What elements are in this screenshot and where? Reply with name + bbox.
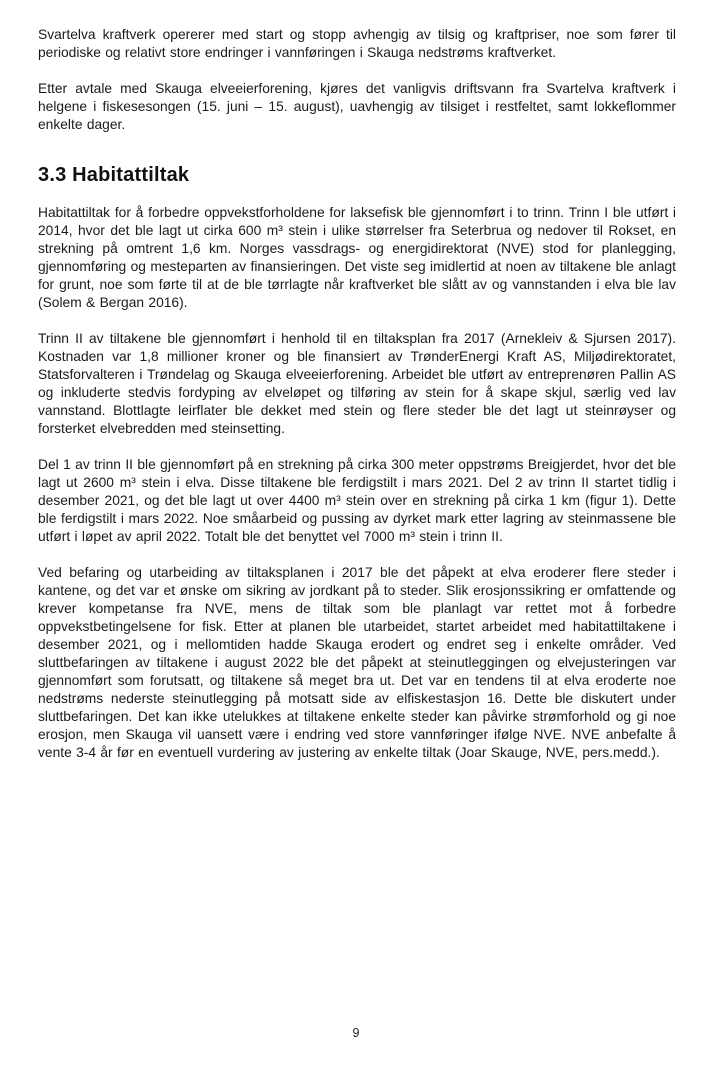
paragraph-section-2: Trinn II av tiltakene ble gjennomført i henhold til en tiltaksplan fra 2017 (Arnekleiv & Sjursen 2017). Kostnaden var 1,8 millioner kroner og ble finansiert av TrønderEnergi Kraft AS, Miljødirektoratet, Statsforvalteren i Trøndelag og Skauga elveeierforening. Arbeidet ble utført av entreprenøren Pallin AS og inkluderte stedvis fordyping av elveløpet og tilføring av stein for å skape skjul, særlig ved lav vannstand. Blottlagte leirflater ble dekket med stein og flere steder ble det lagt ut steinrøyser og forsterket elvebredden med steinsetting.	[38, 331, 676, 436]
paragraph-intro-1: Svartelva kraftverk opererer med start og stopp avhengig av tilsig og kraftpriser, noe som fører til periodiske og relativt store endringer i vannføringen i Skauga nedstrøms kraftverket.	[38, 27, 676, 60]
page-footer	[0, 1024, 712, 1042]
paragraph-section-3: Del 1 av trinn II ble gjennomført på en strekning på cirka 300 meter oppstrøms Breigjerdet, hvor det ble lagt ut 2600 m³ stein i elva. Disse tiltakene ble ferdigstilt i mars 2021. Del 2 av trinn II startet tidlig i desember 2021, og det ble lagt ut over 4400 m³ stein over en strekning på cirka 1 km (figur 1). Dette ble ferdigstilt i mars 2022. Noe småarbeid og pussing av dyrket mark etter lagring av steinmassene ble utført i løpet av april 2022. Totalt ble det benyttet vel 7000 m³ stein i trinn II.	[38, 457, 676, 544]
paragraph-section-1: Habitattiltak for å forbedre oppvekstforholdene for laksefisk ble gjennomført i to trinn. Trinn I ble utført i 2014, hvor det ble lagt ut cirka 600 m³ stein i ulike størrelser fra Seterbrua og nedover til Rokset, en strekning på omtrent 1,6 km. Norges vassdrags- og energidirektorat (NVE) stod for planlegging, gjennomføring og mesteparten av finansieringen. Det viste seg imidlertid at noen av tiltakene ble anlagt for grunt, noe som førte til at de ble tørrlagte når kraftverket ble slått av og vannstanden i elva ble lav (Solem & Bergan 2016).	[38, 205, 676, 310]
paragraph-intro-2: Etter avtale med Skauga elveeierforening, kjøres det vanligvis driftsvann fra Svartelva kraftverk i helgene i fiskesesongen (15. juni – 15. august), uavhengig av tilsiget i restfeltet, samt lokkeflommer enkelte dager.	[38, 81, 676, 132]
paragraph-section-4: Ved befaring og utarbeiding av tiltaksplanen i 2017 ble det påpekt at elva eroderer flere steder i kantene, og det var et ønske om sikring av jordkant på to steder. Slik erosjonssikring er omfattende og krever kompetanse fra NVE, mens de tiltak som ble planlagt var rettet mot å forbedre oppvekstbetingelsene for fisk. Etter at planen ble utarbeidet, startet arbeidet med habitattiltakene i desember 2021, og i mellomtiden hadde Skauga erodert og endret seg i enkelte områder. Ved sluttbefaringen av tiltakene i august 2022 ble det påpekt at steinutleggingen og elvejusteringen var gjennomført som forutsatt, og tiltakene så meget bra ut. Det var en tendens til at elva eroderte noe nedstrøms nederste steinutlegging på motsatt side av elfiskestasjon 16. Dette ble diskutert under sluttbefaringen. Det kan ikke utelukkes at tiltakene enkelte steder kan påvirke strømforhold og gi noe erosjon, men Skauga vil uansett være i endring ved store vannføringer ifølge NVE. NVE anbefalte å vente 3-4 år før en eventuell vurdering av justering av enkelte tiltak (Joar Skauge, NVE, pers.medd.).	[38, 565, 676, 760]
page-content	[38, 26, 676, 780]
section-heading: 3.3 Habitattiltak	[38, 164, 190, 186]
page-number: 9	[352, 1026, 360, 1040]
